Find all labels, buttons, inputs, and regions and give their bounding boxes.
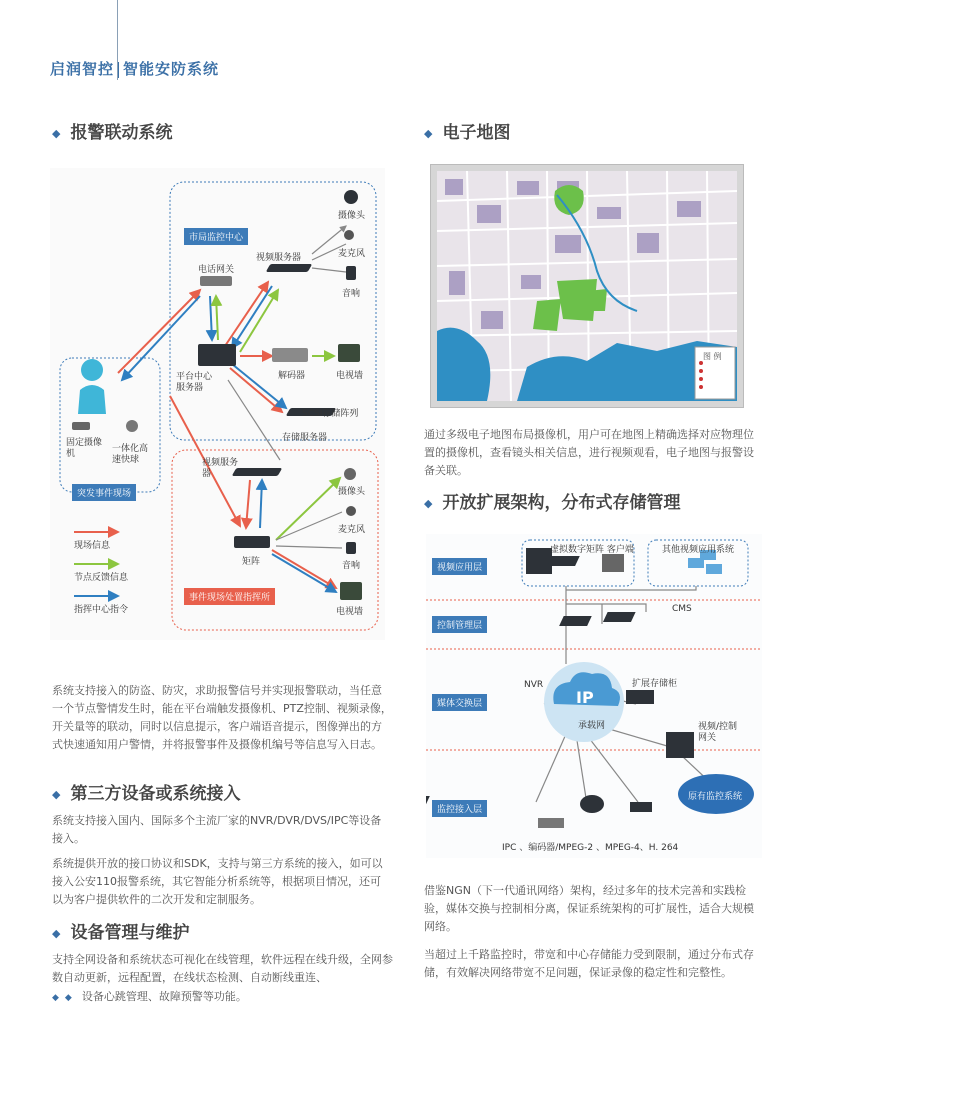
bottom-caption: IPC 、编码器/MPEG-2 、MPEG-4、H. 264 <box>502 843 679 853</box>
speaker-icon <box>346 266 356 280</box>
phone-gateway-icon <box>200 276 232 286</box>
diamond-bullet-icon: ◆ <box>64 993 72 1003</box>
nvr-label: NVR <box>524 680 544 690</box>
device-mgmt-paragraph: 支持全网设备和系统状态可视化在线管理，软件远程在线升级，全网参数自动更新，远程配置，在线状态检测、自动断线重连、 <box>52 953 393 984</box>
tv-wall-label: 电视墙 <box>336 371 364 381</box>
legacy-system-label: 原有监控系统 <box>688 792 743 802</box>
camera2-icon <box>344 468 356 480</box>
open-arch-paragraph-1: 借鉴NGN（下一代通讯网络）架构，经过多年的技术完善和实践检验，媒体交换与控制相分离，保证系统架构的可扩展性，适合大规模网络。 <box>424 884 754 933</box>
camera-label: 摄像头 <box>338 211 366 221</box>
speaker2-icon <box>346 542 356 554</box>
top-box1-label: 虚拟数字矩阵 客户端 <box>550 545 634 555</box>
architecture-diagram <box>426 534 762 858</box>
matrix-label: 矩阵 <box>242 557 261 567</box>
cloud-ip-label: IP <box>576 688 594 707</box>
open-arch-paragraph-2: 当超过上千路监控时，带宽和中心存储能力受到限制，通过分布式存储，有效解决网络带宽不足问题，保证录像的稳定性和完整性。 <box>424 948 754 979</box>
section-title-device-mgmt: ◆ 设备管理与维护 <box>52 923 190 943</box>
decoder-label: 解码器 <box>278 371 306 381</box>
brand-separator <box>118 62 119 78</box>
map-graphics <box>437 171 737 401</box>
speaker-label: 音响 <box>342 289 361 299</box>
video-server2-icon <box>232 468 283 476</box>
diamond-bullet-icon: ◆ <box>52 926 61 940</box>
mic-label: 麦克风 <box>338 249 366 259</box>
camera-icon <box>344 190 358 204</box>
layer-tag-access: 监控接入层 <box>432 800 487 817</box>
diamond-bullet-icon: ◆ <box>52 993 59 1003</box>
diamond-bullet-icon: ◆ <box>424 496 433 510</box>
fixed-camera-label: 固定摄像机 <box>66 438 103 459</box>
phone-gateway-label: 电话网关 <box>198 265 235 275</box>
ptz-dome-label: 一体化高速快球 <box>112 444 149 465</box>
video-server2-label: 视频服务器 <box>202 458 239 479</box>
diamond-bullet-icon: ◆ <box>424 126 433 140</box>
system-name: 智能安防系统 <box>123 60 220 78</box>
video-gateway-label: 视频/控制网关 <box>698 722 738 743</box>
brand-header <box>50 58 219 79</box>
section-title-third-party: ◆ 第三方设备或系统接入 <box>52 784 241 804</box>
decoder-icon <box>272 348 308 362</box>
alarm-linkage-diagram <box>50 168 385 640</box>
diamond-bullet-icon: ◆ <box>52 126 61 140</box>
third-party-paragraph-2: 系统提供开放的接口协议和SDK，支持与第三方系统的接入，如可以接入公安110报警系统，其它智能分析系统等，根据项目情况，还可以为客户提供软件的二次开发和定制服务。 <box>52 857 383 906</box>
ptz-dome-icon <box>126 420 138 432</box>
mic-icon <box>344 230 354 240</box>
mic2-icon <box>346 506 356 516</box>
video-server-label: 视频服务器 <box>256 253 302 263</box>
camera2-label: 摄像头 <box>338 487 366 497</box>
mic2-label: 麦克风 <box>338 525 366 535</box>
incident-dispatch-tag: 事件现场处置指挥所 <box>184 588 275 605</box>
section-title-open-arch: ◆ 开放扩展架构，分布式存储管理 <box>424 493 681 513</box>
incident-tag: 突发事件现场 <box>72 484 136 501</box>
alarm-paragraph: 系统支持接入的防盗、防灾，求助报警信号并实现报警联动，当任意一个节点警情发生时，能在平台端触发摄像机、PTZ控制、视频录像，开关量等的联动，同时以信息提示，客户端语音提示，图像弹出的方式快速通知用户警情，并将报警事件及摄像机编号等信息写入日志。 <box>52 684 392 751</box>
legend-command: 指挥中心指令 <box>74 605 129 615</box>
platform-server-label: 平台中心服务器 <box>176 372 213 393</box>
layer-tag-control: 控制管理层 <box>432 616 487 633</box>
company-name: 启润智控 <box>50 60 115 78</box>
ext-storage-label: 扩展存储柜 <box>632 679 678 689</box>
tv-wall2-icon <box>340 582 362 600</box>
legend-onsite-info: 现场信息 <box>74 541 111 551</box>
bearer-net-label: 承载网 <box>578 721 606 731</box>
emap-paragraph: 通过多级电子地图布局摄像机，用户可在地图上精确选择对应物理位置的摄像机，查看镜头相关信息，进行视频观看，电子地图与报警设备关联。 <box>424 428 754 477</box>
legend-node-feedback: 节点反馈信息 <box>74 573 129 583</box>
tv-wall-icon <box>338 344 360 362</box>
third-party-paragraph-1: 系统支持接入国内、国际多个主流厂家的NVR/DVR/DVS/IPC等设备接入。 <box>52 814 382 845</box>
section-title-alarm: ◆ 报警联动系统 <box>52 123 173 143</box>
fixed-camera-icon <box>72 422 90 430</box>
platform-server-icon <box>198 344 236 366</box>
electronic-map <box>430 164 744 408</box>
video-server-icon <box>266 264 313 272</box>
matrix-icon <box>234 536 270 548</box>
section-title-emap: ◆ 电子地图 <box>424 123 511 143</box>
layer-tag-media: 媒体交换层 <box>432 694 487 711</box>
storage-server-label: 存储服务器 <box>282 433 328 443</box>
map-legend-title: 图 例 <box>703 352 722 361</box>
tv-wall2-label: 电视墙 <box>336 607 364 617</box>
cms-label: CMS <box>672 604 692 614</box>
scsi-label: SCSI存储阵列 <box>302 409 359 419</box>
layer-tag-video-app: 视频应用层 <box>432 558 487 575</box>
center-tag: 市局监控中心 <box>184 228 248 245</box>
diamond-bullet-icon: ◆ <box>52 787 61 801</box>
device-mgmt-bullet-line: ◆ ◆ 设备心跳管理、故障预警等功能。 <box>52 990 247 1003</box>
speaker2-label: 音响 <box>342 561 361 571</box>
top-box2-label: 其他视频应用系统 <box>662 545 735 555</box>
